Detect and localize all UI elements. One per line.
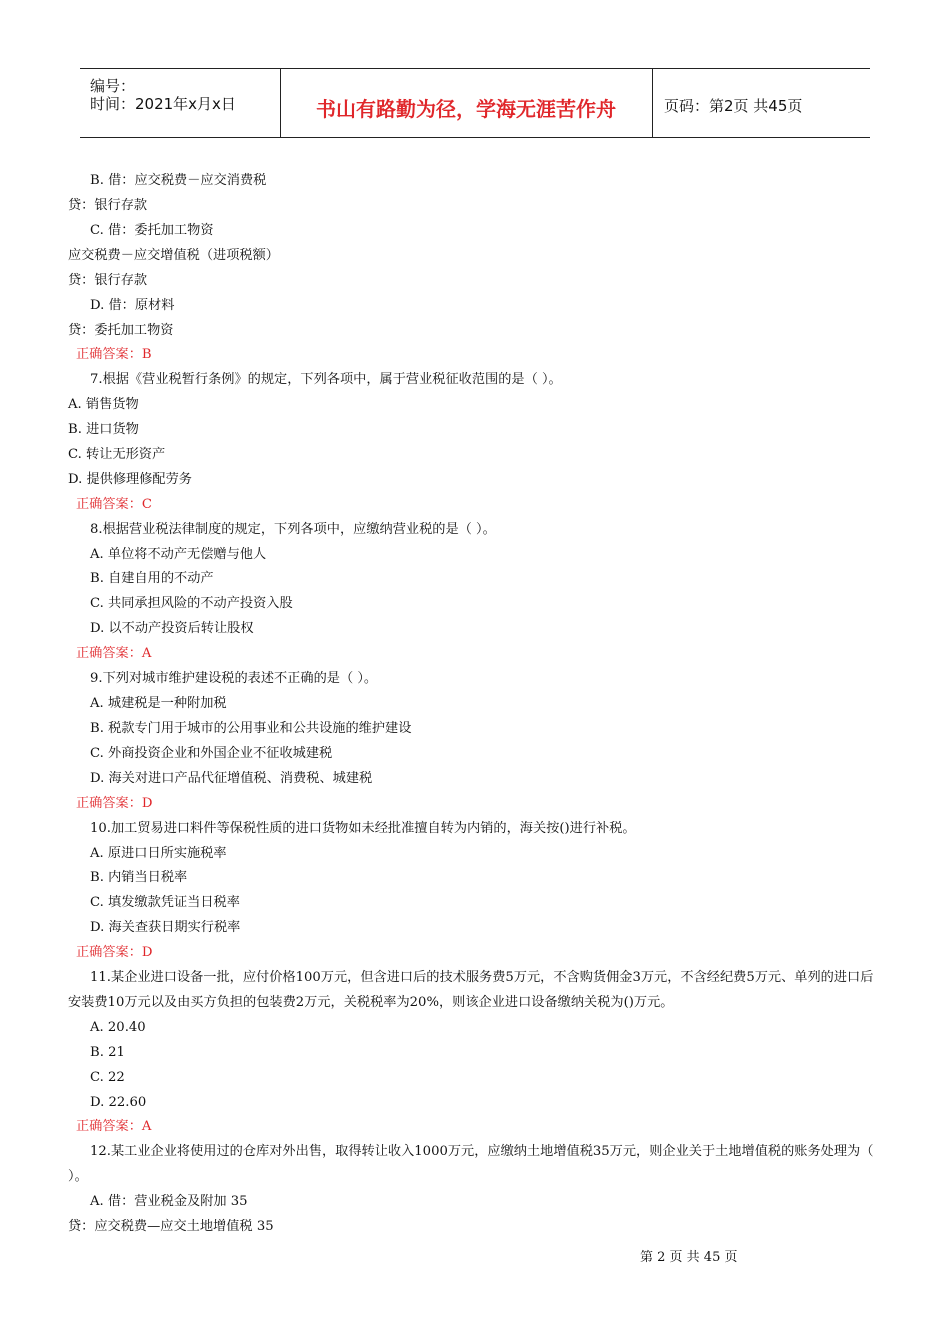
text-line: C. 填发缴款凭证当日税率: [90, 895, 240, 910]
page-footer: 第 2 页 共 45 页: [640, 1250, 738, 1265]
text-line: C. 共同承担风险的不动产投资入股: [90, 596, 293, 611]
text-line: B. 借：应交税费－应交消费税: [90, 173, 267, 188]
page-code: 页码：第2页 共45页: [664, 97, 803, 115]
text-line: A. 20.40: [90, 1020, 146, 1035]
number-label: 编号：: [90, 77, 136, 95]
text-line: B. 自建自用的不动产: [90, 571, 214, 586]
text-line: 9.下列对城市维护建设税的表述不正确的是（ ）。: [90, 671, 378, 686]
text-line: B. 内销当日税率: [90, 870, 188, 885]
text-line: 7.根据《营业税暂行条例》的规定，下列各项中，属于营业税征收范围的是（ ）。: [90, 372, 562, 387]
text-line: C. 22: [90, 1070, 125, 1085]
text-line: D. 海关对进口产品代征增值税、消费税、城建税: [90, 771, 373, 786]
text-line: 10.加工贸易进口料件等保税性质的进口货物如未经批准擅自转为内销的，海关按()进行补税。: [90, 821, 636, 836]
text-line: C. 转让无形资产: [68, 447, 166, 462]
text-line: A. 原进口日所实施税率: [90, 846, 227, 861]
text-line: B. 进口货物: [68, 422, 139, 437]
answer-line: 正确答案：C: [76, 497, 153, 512]
text-line: 贷：银行存款: [68, 198, 148, 213]
text-line: B. 21: [90, 1045, 125, 1060]
text-line: 贷：银行存款: [68, 273, 148, 288]
text-line: D. 提供修理修配劳务: [68, 472, 192, 487]
time-label: 时间：2021年x月x日: [90, 95, 236, 113]
text-line: 贷：委托加工物资: [68, 323, 174, 338]
text-line: C. 借：委托加工物资: [90, 223, 214, 238]
header-info-cell: [80, 69, 281, 137]
answer-line: 正确答案：D: [76, 945, 153, 960]
text-line: A. 单位将不动产无偿赠与他人: [90, 547, 267, 562]
header-page-cell: [652, 69, 870, 137]
text-line: 贷：应交税费—应交土地增值税 35: [68, 1219, 274, 1234]
motto-text: 书山有路勤为径，学海无涯苦作舟: [316, 97, 616, 121]
text-line: D. 海关查获日期实行税率: [90, 920, 241, 935]
text-line: A. 城建税是一种附加税: [90, 696, 227, 711]
text-line: 应交税费－应交增值税（进项税额）: [68, 248, 279, 263]
answer-line: 正确答案：B: [76, 347, 152, 362]
answer-line: 正确答案：D: [76, 796, 153, 811]
text-line: 12.某工业企业将使用过的仓库对外出售，取得转让收入1000万元，应缴纳土地增值税35万元，则企业关于土地增值税的账务处理为（ ）。: [68, 1144, 874, 1184]
text-line: 11.某企业进口设备一批，应付价格100万元，但含进口后的技术服务费5万元，不含购货佣金3万元，不含经纪费5万元、单列的进口后安装费10万元以及由买方负担的包装费2万元，关税税率为20%，则该企业进口设备缴纳关税为()万元。: [68, 970, 874, 1010]
text-line: 8.根据营业税法律制度的规定，下列各项中，应缴纳营业税的是（ ）。: [90, 522, 496, 537]
text-line: D. 借：原材料: [90, 298, 175, 313]
text-line: B. 税款专门用于城市的公用事业和公共设施的维护建设: [90, 721, 412, 736]
text-line: C. 外商投资企业和外国企业不征收城建税: [90, 746, 333, 761]
text-line: D. 22.60: [90, 1095, 147, 1110]
page-header: [80, 68, 870, 138]
text-line: A. 借：营业税金及附加 35: [90, 1194, 248, 1209]
answer-line: 正确答案：A: [76, 1119, 152, 1134]
answer-line: 正确答案：A: [76, 646, 152, 661]
text-line: D. 以不动产投资后转让股权: [90, 621, 254, 636]
text-line: A. 销售货物: [68, 397, 139, 412]
header-motto-cell: [280, 69, 653, 137]
